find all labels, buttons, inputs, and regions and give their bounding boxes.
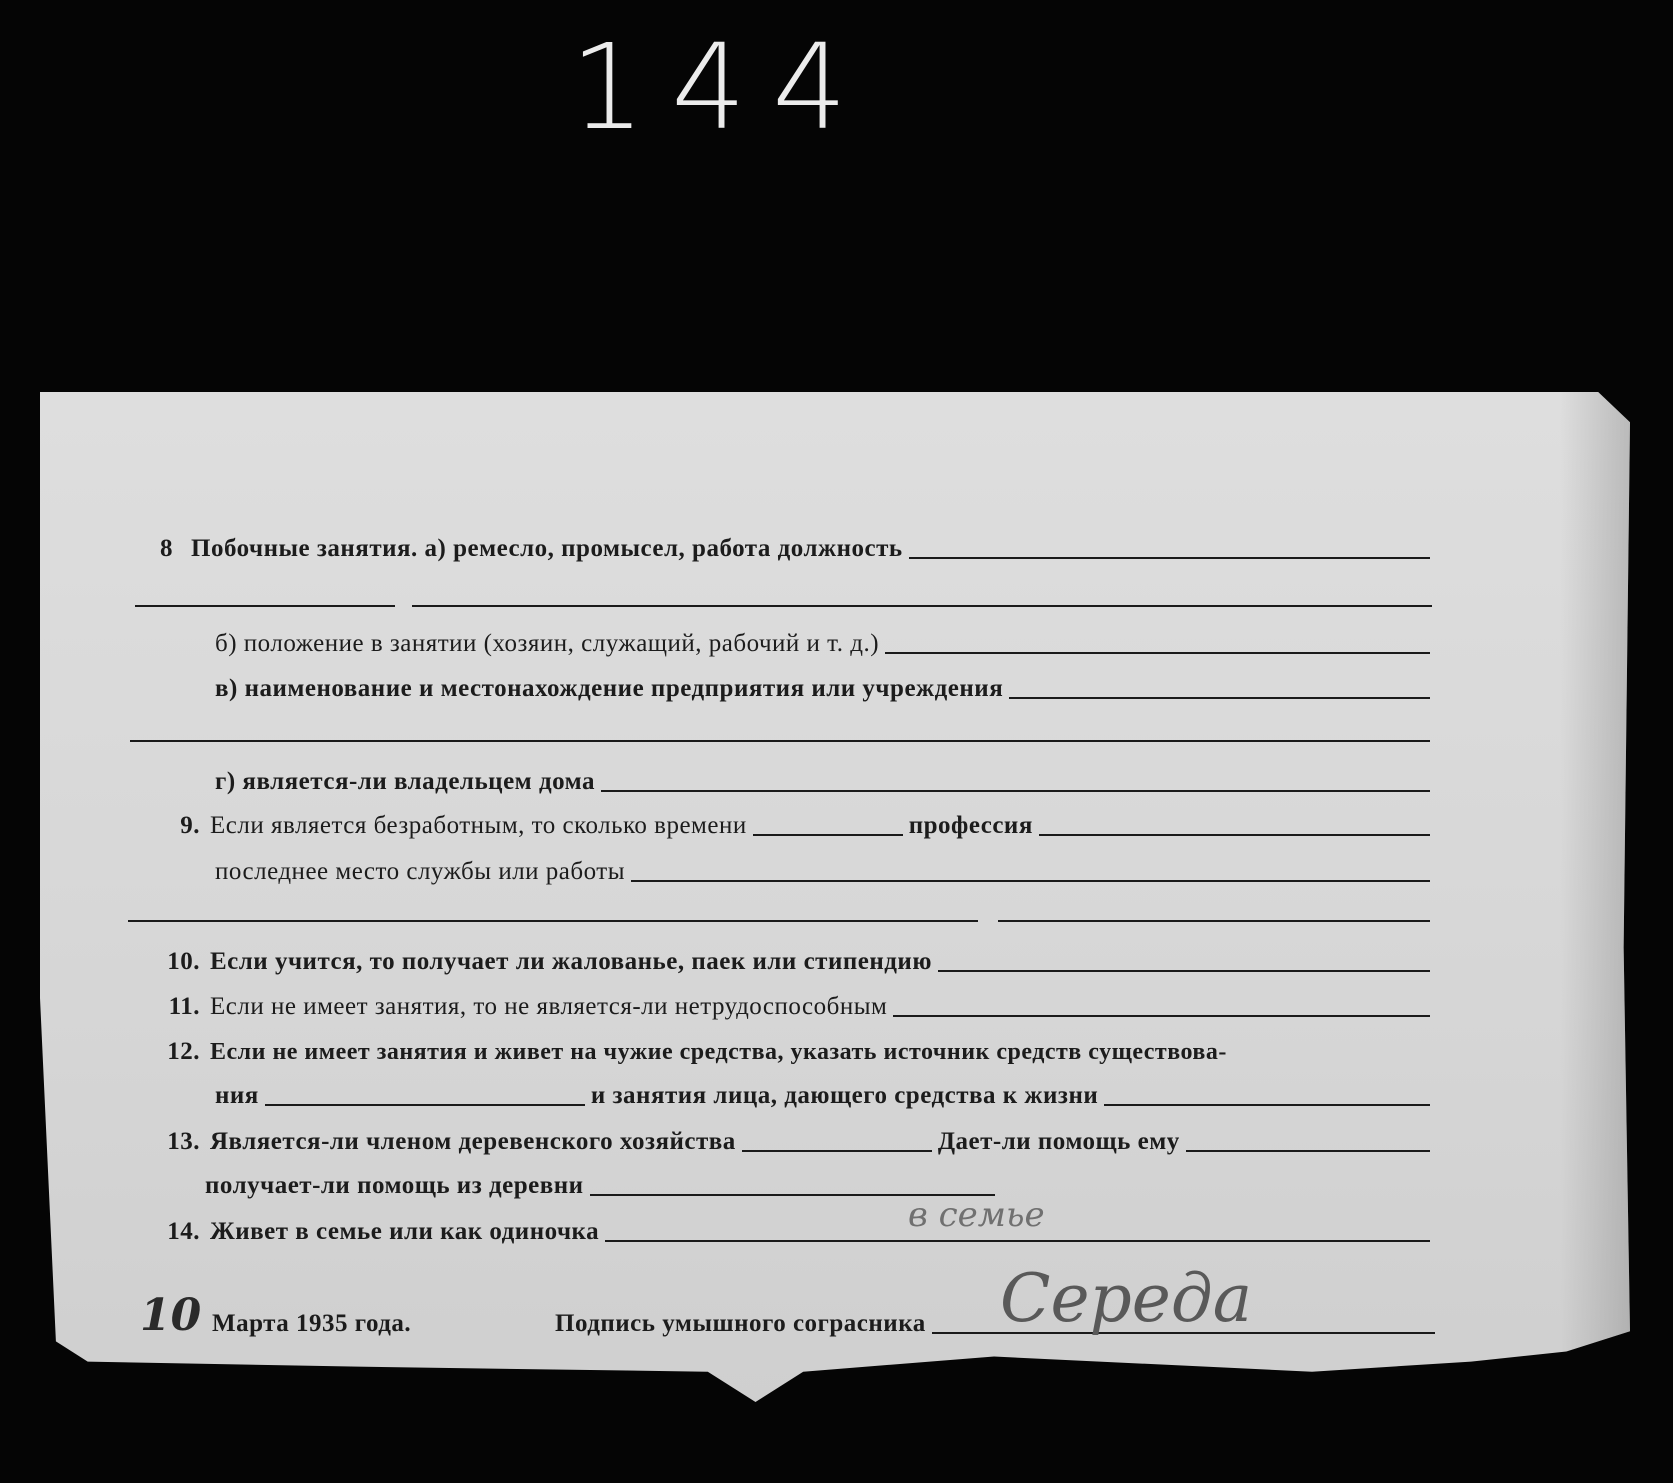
q14-handwritten-answer: в семье: [908, 1195, 1045, 1235]
q12-continuation-row: [215, 1082, 1430, 1110]
date-day-handwritten: 10: [140, 1290, 202, 1341]
q8-a-continuation-line-left: [135, 605, 395, 607]
signature-handwritten: Середа: [1000, 1260, 1253, 1337]
q14-answer-line: [605, 1240, 1430, 1242]
q9-label-last-place: последнее место службы или работы: [215, 858, 626, 885]
q14-label: Живет в семье или как одиночка: [210, 1218, 600, 1245]
q9-row: [150, 812, 1430, 840]
q9-number: 9.: [180, 812, 200, 839]
date-label: Марта 1935 года.: [212, 1310, 412, 1337]
q13-label-member: Является-ли членом деревенского хозяйства: [210, 1128, 736, 1155]
q11-row: [140, 993, 1430, 1021]
q10-answer-line: [938, 970, 1430, 972]
q8-v-label: в) наименование и местонахождение предприятия или учреждения: [215, 675, 1004, 702]
q11-answer-line: [893, 1015, 1430, 1017]
q9-label-time: Если является безработным, то сколько времени: [210, 812, 747, 839]
q9-label-profession: профессия: [908, 812, 1033, 839]
frame-number: 144: [570, 18, 874, 156]
q8-b-row: [215, 630, 1430, 658]
q12-label-cont: ния: [215, 1082, 259, 1109]
q8-a-label: Побочные занятия. а) ремесло, промысел, работа должность: [191, 535, 903, 562]
q11-number: 11.: [168, 993, 200, 1020]
q8-v-row: [215, 675, 1430, 703]
q12-label: Если не имеет занятия и живет на чужие средства, указать источник средств существова-: [210, 1039, 1227, 1065]
signature-row: [555, 1310, 1435, 1338]
q14-number: 14.: [167, 1218, 200, 1245]
q9-time-answer-line: [753, 834, 903, 836]
q8-number: 8: [160, 535, 173, 562]
q9-last-place-answer-line: [631, 880, 1430, 882]
q13-row: [140, 1128, 1430, 1156]
q8-a-row: [160, 535, 1430, 563]
q13-member-answer-line: [742, 1150, 932, 1152]
q10-number: 10.: [167, 948, 200, 975]
q12-label-person: и занятия лица, дающего средства к жизни: [590, 1082, 1099, 1109]
q8-g-row: [215, 768, 1430, 796]
q13-number: 13.: [167, 1128, 200, 1155]
q8-b-label: б) положение в занятии (хозяин, служащий, рабочий и т. д.): [215, 630, 880, 657]
q13-label-receives: получает-ли помощь из деревни: [205, 1172, 584, 1199]
q8-b-answer-line: [885, 652, 1430, 654]
q12-person-answer-line: [1104, 1104, 1430, 1106]
q13-continuation-row: [205, 1172, 995, 1200]
q11-label: Если не имеет занятия, то не является-ли нетрудоспособным: [210, 993, 888, 1020]
q9-profession-answer-line: [1039, 834, 1430, 836]
q12-row: [140, 1038, 1430, 1066]
q8-a-answer-line: [909, 557, 1430, 559]
q9-continuation-line-right: [998, 920, 1430, 922]
q8-g-answer-line: [601, 790, 1430, 792]
date-row: [212, 1310, 411, 1338]
q9-continuation-line-left: [128, 920, 978, 922]
q12-source-answer-line: [265, 1104, 585, 1106]
q8-a-continuation-line-right: [412, 605, 1432, 607]
q9-last-place-row: [215, 858, 1430, 886]
q13-help-answer-line: [1186, 1150, 1430, 1152]
q8-v-continuation-line: [130, 740, 1430, 742]
q8-g-label: г) является-ли владельцем дома: [215, 768, 595, 795]
q8-v-answer-line: [1009, 697, 1430, 699]
q14-row: [140, 1218, 1430, 1246]
signature-label: Подпись умышного сограсника: [555, 1310, 926, 1337]
q10-label: Если учится, то получает ли жалованье, паек или стипендию: [210, 948, 932, 975]
q10-row: [140, 948, 1430, 976]
q12-number: 12.: [167, 1038, 200, 1065]
q13-label-help: Дает-ли помощь ему: [937, 1128, 1180, 1155]
